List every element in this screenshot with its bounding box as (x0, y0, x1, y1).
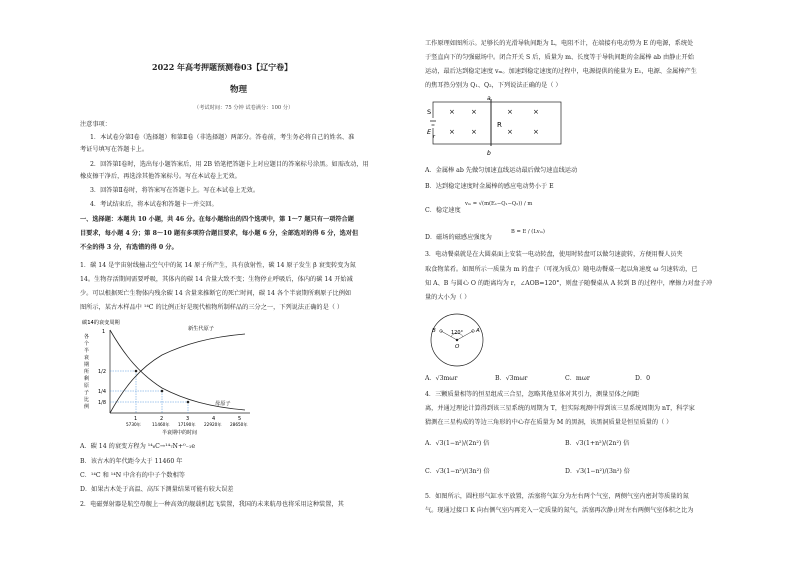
q1-option-b: B．该古木的年代距今大于 11460 年 (80, 458, 183, 465)
q2-option-c-prefix: C．稳定速度 (425, 207, 461, 214)
ylabel-ch-9: 子 (84, 390, 90, 396)
q1-option-a: A．碳 14 的衰变方程为 ¹⁴₆C→¹⁴₇N+⁰₋₁e (80, 443, 196, 450)
q1-line4: 图所示，某古木样品中 ¹⁴C 的比例正好是现代植物所制样品的三分之一，下列说法正确的是（ ） (80, 304, 344, 311)
section1-line3: 不全的得 3 分，有选错的得 0 分。 (80, 244, 178, 251)
q4-option-b: B．√3(1+n²)/(2n²) 倍 (565, 440, 630, 447)
ytick-eighth: 1/8 (98, 400, 107, 406)
b-field-mark: × (507, 128, 513, 136)
ylabel-ch-6: 所 (84, 369, 90, 375)
left-column (80, 0, 410, 562)
xyear-2: 11460年 (152, 422, 170, 427)
q3-option-a: A．√3mωr (425, 375, 458, 382)
label-r: r (433, 134, 436, 140)
q3-line2: 取食物菜肴。如图所示一质量为 m 的盘子（可视为质点）随电动餐桌一起以角速度 ω 匀速转动，已 (425, 266, 698, 273)
q2-option-b: B．达到稳定速度时金属棒的感应电动势小于 E (425, 183, 554, 190)
q3-line3: 知 A、B 与圆心 O 的距离均为 r，∠AOB=120°，则盘子随餐桌从 A 转到 B 的过程中，摩擦力对盘子冲 (425, 280, 713, 287)
chart-ylabel (84, 333, 89, 410)
note-3: 3．回答第Ⅱ卷时，将答案写在答题卡上。写在本试卷上无效。 (90, 187, 260, 194)
xtick-3: 3 (186, 416, 190, 422)
note-2a: 2．回答第Ⅰ卷时，选出每小题答案后，用 2B 铅笔把答题卡上对应题目的答案标号涂黑。如需改动，用 (90, 161, 369, 168)
ytick-1: 1 (102, 329, 106, 335)
b-field-mark: × (449, 108, 455, 116)
point-b-label: B (432, 328, 436, 334)
label-e: E (427, 128, 432, 136)
ylabel-ch-3: 半 (84, 348, 90, 354)
ylabel-ch-10: 比 (84, 397, 90, 403)
q2-cont-line2: 于竖直向下的匀强磁场中。闭合开关 S 后，质量为 m、长度等于导轨间距的金属棒 ab 由静止开始 (425, 54, 694, 61)
q4-line2: 离，并通过理论计算得到该三星系统的周期为 T，但实际观测中得到该三星系统周期为 nT，科学家 (425, 405, 695, 412)
note-1b: 考证号填写在答题卡上。 (80, 146, 149, 153)
rail-circuit-diagram (425, 94, 565, 156)
label-s: S (427, 108, 432, 116)
b-field-mark: × (471, 128, 477, 136)
exam-subject: 物理 (230, 85, 248, 95)
b-field-mark: × (449, 128, 455, 136)
xtick-4: 4 (212, 416, 216, 422)
ylabel-ch-7: 剩 (84, 376, 90, 382)
chart-xlabel: 半衰期中的时间 (162, 430, 198, 436)
q2-option-d-formula: B = E / (Lvₘ) (511, 229, 545, 235)
q2-option-a: A．金属棒 ab 先做匀加速直线运动最后做匀速直线运动 (425, 167, 578, 174)
q2-cont-line4: 的焦耳热分别为 Q₁、Q₂，下列说法正确的是（ ） (425, 82, 562, 89)
point-1 (135, 370, 138, 373)
new-atom-label: 新生代原子 (188, 326, 214, 332)
q3-line1: 3．电动餐桌就是在大圆桌面上安装一电动转盘，使用时转盘可以做匀速旋转，方便用餐人员夹 (425, 251, 683, 258)
q4-option-a: A．√3(1−n²)/(2n²) 倍 (425, 440, 490, 447)
ylabel-ch-1: 各 (84, 334, 90, 340)
q1-option-c: C．¹⁴C 和 ¹⁴N 中含有的中子个数相等 (80, 472, 185, 479)
q4-line1: 4．三颗质量相等的恒星组成三合星，忽略其他星体对其引力，测量星体之间距 (425, 391, 640, 398)
notes-heading: 注意事项： (80, 121, 111, 128)
rotating-table-diagram (427, 312, 489, 368)
chart-title: 碳14的衰变周期 (82, 320, 120, 326)
q1-option-d: D．如果古木处于高温、高压下测量结果可能有较大误差 (80, 486, 234, 493)
section1-line2: 目要求，每小题 4 分；第 8～10 题有多项符合题目要求，每小题 6 分，全部选对的得 6 分，选对但 (80, 230, 359, 237)
xtick-2: 2 (160, 416, 164, 422)
mother-atom-curve (110, 330, 245, 410)
xtick-5: 5 (238, 416, 242, 422)
ylabel-ch-8: 原 (84, 383, 90, 389)
right-column (425, 0, 775, 562)
ylabel-ch-2: 个 (84, 341, 90, 347)
xyear-5: 28650年 (230, 422, 248, 427)
q2-option-c-formula: vₘ = √(m(E₁−Q₁−Q₂)) / m (465, 201, 533, 207)
q4-option-d: D．√3(1−n²)/(3n²) 倍 (565, 468, 630, 475)
note-2b: 橡皮擦干净后，再选涂其他答案标号。写在本试卷上无效。 (80, 173, 241, 180)
exam-title: 2022 年高考押题预测卷03【辽宁卷】 (152, 62, 293, 72)
decay-chart (80, 316, 320, 436)
b-field-mark: × (533, 108, 539, 116)
q4-line3: 猜测在三星构成的等边三角形的中心存在质量为 M 的黑洞，该黑洞质量是恒星质量的（ ） (425, 419, 673, 426)
q2-cont-line1: 工作原理如图所示。足够长的光滑导轨间距为 L，电阻不计，在端接有电动势为 E 的电源，系统处 (425, 40, 694, 47)
q2-option-d-prefix: D．磁场的磁感应强度为 (425, 234, 492, 241)
b-field-mark: × (533, 128, 539, 136)
ylabel-ch-11: 例 (84, 404, 90, 410)
label-resistor-R: R (497, 121, 502, 129)
q5-line2: 气。现通过接口 K 向右侧气室内再充入一定质量的氮气，活塞再次静止时左右两侧气室体积之比为 (425, 507, 694, 514)
point-3 (187, 401, 190, 404)
xyear-3: 17190年 (178, 422, 196, 427)
section1-line1: 一、选择题：本题共 10 小题，共 46 分。在每小题给出的四个选项中，第 1～7 题只有一项符合题 (80, 216, 354, 223)
q3-option-c: C．mωr (565, 375, 590, 382)
note-1a: 1．本试卷分第Ⅰ卷（选择题）和第Ⅱ卷（非选择题）两部分。答卷前，考生务必将自己的姓名、准 (90, 134, 355, 141)
angle-label: 120° (451, 330, 464, 336)
q3-line4: 量的大小为（ ） (425, 294, 471, 301)
b-field-mark: × (471, 108, 477, 116)
mother-atom-label: 母原子 (215, 401, 231, 407)
q1-line3: 少。可以根据死亡生物体内残余碳 14 含量来推断它的死亡时间，碳 14 各个半衰期所剩原子比例如 (80, 290, 352, 297)
exam-meta: （考试时间：75 分钟 试卷满分：100 分） (194, 105, 294, 111)
q5-line1: 5．如图所示，圆柱形气缸水平放置，活塞将气缸分为左右两个气室，两侧气室内密封等质量的氮 (425, 493, 689, 500)
label-b: b (487, 150, 491, 156)
ylabel-ch-5: 期 (84, 362, 90, 368)
q2-line1: 2．电磁弹射器是航空母舰上一种高效的舰载机起飞装置，我国的未来航母也将采用这种装置，其 (80, 501, 344, 508)
q1-line2: 14。生物存活期间需要呼吸，其体内的碳 14 含量大致不变；生物停止呼吸后，体内的碳 14 开始减 (80, 276, 353, 283)
q3-option-d: D．0 (635, 375, 651, 382)
xtick-1: 1 (134, 416, 138, 422)
xyear-4: 22920年 (204, 422, 222, 427)
q4-option-c: C．√3(1−n²)/(3n²) 倍 (425, 468, 490, 475)
ytick-quarter: 1/4 (98, 389, 107, 395)
ylabel-ch-4: 衰 (84, 355, 90, 361)
q2-cont-line3: 运动，最后达到稳定速度 vₘ。加速到稳定速度的过程中，电源提供的能量为 E₁，电源、金属棒产生 (425, 68, 697, 75)
xyear-1: 5730年 (126, 422, 141, 427)
b-field-mark: × (507, 108, 513, 116)
point-o-label: O (455, 344, 460, 350)
ytick-half: 1/2 (98, 369, 107, 375)
point-a-label: A (476, 328, 480, 334)
q3-option-b: B．√3mωr (495, 375, 528, 382)
point-2 (161, 390, 164, 393)
label-a: a (487, 95, 491, 102)
note-4: 4．考试结束后，将本试卷和答题卡一并交回。 (90, 201, 218, 208)
q1-line1: 1．碳 14 是宇宙射线撞击空气中的氮 14 原子所产生，具有放射性，碳 14 原子发生 β 衰变转变为氮 (80, 262, 356, 269)
